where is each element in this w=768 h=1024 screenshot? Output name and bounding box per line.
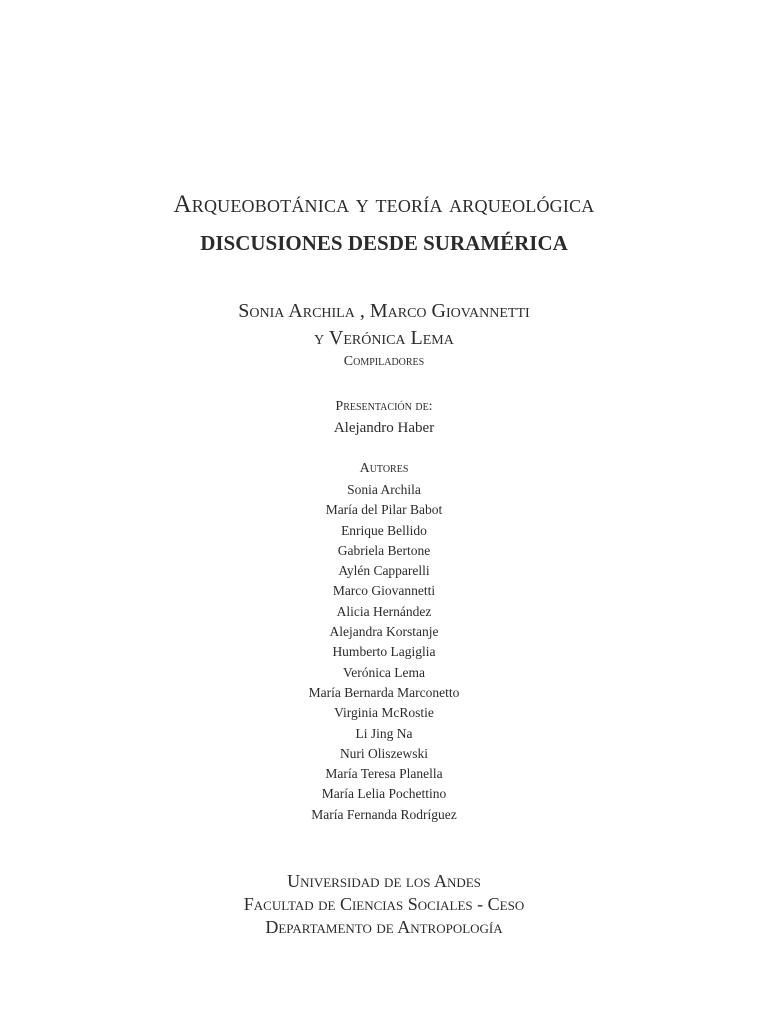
authors-label: Autores <box>359 461 409 476</box>
authors-list <box>0 480 768 825</box>
author-name: Gabriela Bertone <box>337 542 431 558</box>
author-name: Humberto Lagiglia <box>332 644 436 660</box>
institution-block <box>0 870 768 939</box>
book-subtitle: DISCUSIONES DESDE SURAMÉRICA <box>200 231 568 255</box>
institution-department: Departamento de Antropología <box>265 917 503 937</box>
author-name: Aylén Capparelli <box>338 563 430 579</box>
editors-role: Compiladores <box>343 354 425 369</box>
author-name: Alicia Hernández <box>336 603 432 619</box>
author-name: María Teresa Planella <box>325 766 443 782</box>
institution-faculty: Facultad de Ciencias Sociales - Ceso <box>243 894 525 914</box>
presentation-author: Alejandro Haber <box>333 420 435 436</box>
author-name: Enrique Bellido <box>341 522 427 538</box>
presentation-label: Presentación de: <box>335 399 433 414</box>
author-name: Verónica Lema <box>342 664 426 680</box>
author-name: Sonia Archila <box>347 482 421 497</box>
editors-block <box>0 298 768 352</box>
author-name: Alejandra Korstanje <box>329 624 439 640</box>
author-name: María Lelia Pochettino <box>321 786 447 802</box>
author-name: María del Pilar Babot <box>325 502 443 518</box>
author-name: María Bernarda Marconetto <box>308 684 460 700</box>
author-name: Virginia McRostie <box>334 705 434 721</box>
book-title: Arqueobotánica y teoría arqueológica <box>173 191 595 218</box>
author-name: María Fernanda Rodríguez <box>311 806 457 822</box>
editors-line-2: y Verónica Lema <box>314 327 454 349</box>
author-name: Li Jing Na <box>355 725 413 741</box>
author-name: Marco Giovannetti <box>332 583 436 599</box>
editors-line-1: Sonia Archila , Marco Giovannetti <box>238 300 530 322</box>
author-name: Nuri Oliszewski <box>339 745 429 761</box>
institution-university: Universidad de los Andes <box>287 871 481 891</box>
